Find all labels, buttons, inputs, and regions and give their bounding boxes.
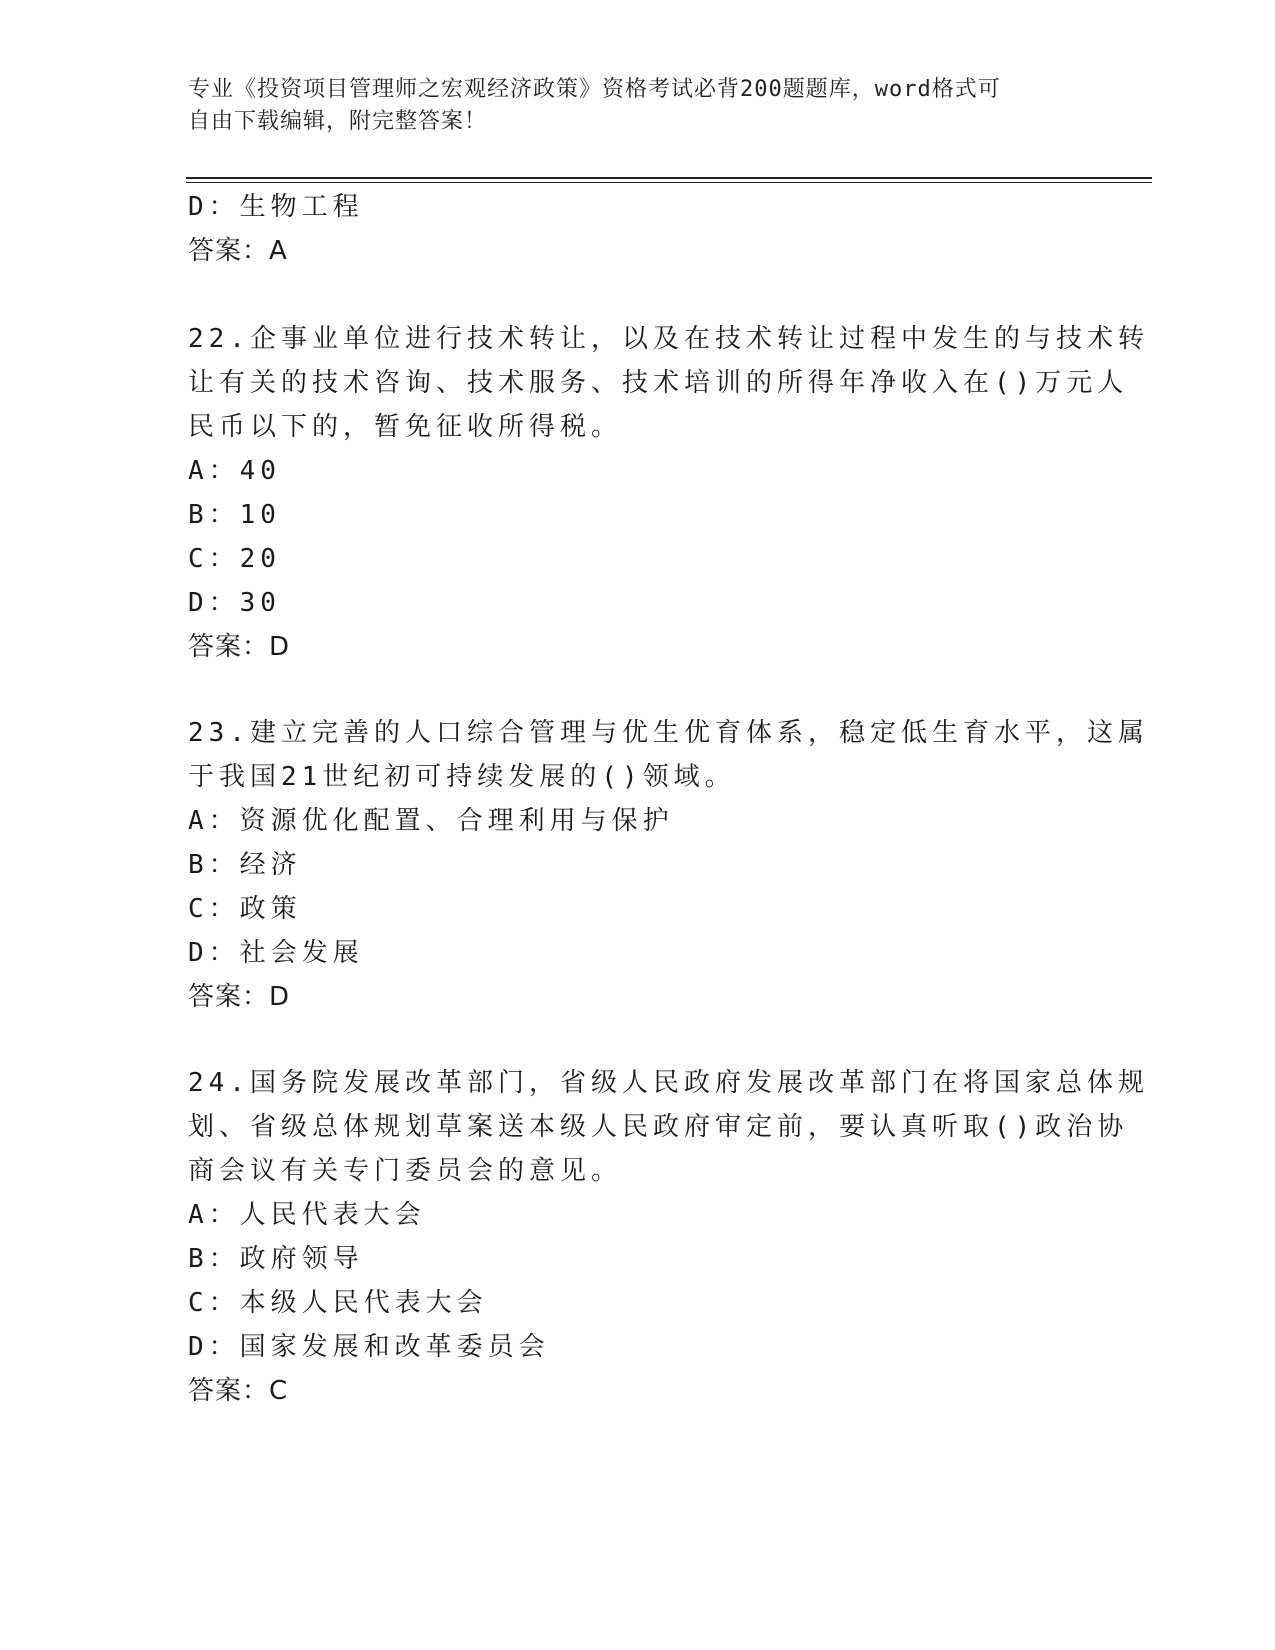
q22-option-b: B：10: [188, 500, 281, 530]
header-line-2: 自由下载编辑，附完整答案！: [188, 109, 488, 134]
q23-option-b: B：经济: [188, 850, 302, 880]
q24-stem-line-3: 商会议有关专门委员会的意见。: [188, 1156, 623, 1186]
q24-stem-line-2: 划、省级总体规划草案送本级人民政府审定前，要认真听取()政治协: [188, 1112, 1129, 1142]
q24-answer: 答案：C: [188, 1376, 289, 1406]
q23-stem-line-1: 23.建立完善的人口综合管理与优生优育体系，稳定低生育水平，这属: [188, 718, 1149, 748]
q22-option-a: A：40: [188, 456, 281, 486]
q21-answer: 答案：A: [188, 236, 288, 266]
q23-stem-line-2: 于我国21世纪初可持续发展的()领域。: [188, 762, 736, 792]
q24-stem-line-1: 24.国务院发展改革部门，省级人民政府发展改革部门在将国家总体规: [188, 1068, 1149, 1098]
q22-stem-line-3: 民币以下的，暂免征收所得税。: [188, 412, 623, 442]
q23-option-d: D：社会发展: [188, 938, 364, 968]
q24-option-c: C：本级人民代表大会: [188, 1288, 488, 1318]
q23-option-c: C：政策: [188, 894, 302, 924]
header-divider-thin: [186, 182, 1152, 183]
q24-option-a: A：人民代表大会: [188, 1200, 426, 1230]
q22-stem-line-2: 让有关的技术咨询、技术服务、技术培训的所得年净收入在()万元人: [188, 368, 1129, 398]
document-header: [188, 74, 1068, 138]
q24-option-d: D：国家发展和改革委员会: [188, 1332, 550, 1362]
header-line-1: 专业《投资项目管理师之宏观经济政策》资格考试必背200题题库，word格式可: [188, 77, 1001, 102]
q23-answer: 答案：D: [188, 982, 291, 1012]
q23-option-a: A：资源优化配置、合理利用与保护: [188, 806, 674, 836]
q22-answer: 答案：D: [188, 632, 291, 662]
q22-option-c: C：20: [188, 544, 281, 574]
q24-option-b: B：政府领导: [188, 1244, 364, 1274]
q22-stem-line-1: 22.企事业单位进行技术转让，以及在技术转让过程中发生的与技术转: [188, 324, 1149, 354]
header-divider-thick: [186, 177, 1152, 179]
q21-option-d: D：生物工程: [188, 192, 364, 222]
q22-option-d: D：30: [188, 588, 281, 618]
